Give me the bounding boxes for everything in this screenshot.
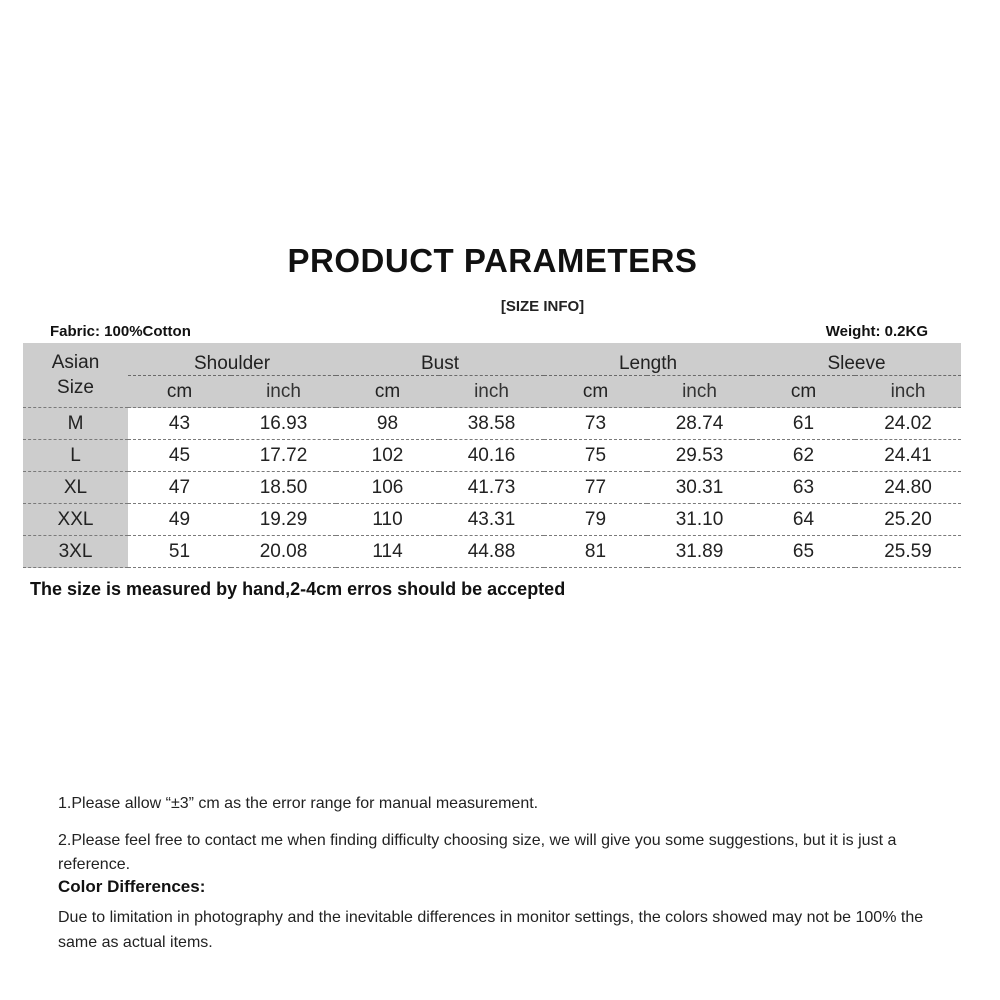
table-cell: 61 <box>752 408 855 440</box>
size-cell: XL <box>23 472 128 504</box>
table-cell: 24.80 <box>855 472 961 504</box>
table-cell: 20.08 <box>231 536 336 568</box>
table-cell: 43.31 <box>439 504 544 536</box>
unit-header: cm <box>128 376 231 408</box>
tip-error-range: 1.Please allow “±3” cm as the error range for manual measurement. <box>58 795 539 812</box>
group-header-bust: Bust <box>336 343 544 376</box>
table-cell: 31.89 <box>647 536 752 568</box>
table-cell: 24.02 <box>855 408 961 440</box>
asian-size-line2: Size <box>57 377 94 398</box>
table-row <box>23 408 961 440</box>
size-cell: L <box>23 440 128 472</box>
table-cell: 75 <box>544 440 647 472</box>
unit-header: inch <box>855 376 961 408</box>
table-cell: 45 <box>128 440 231 472</box>
asian-size-header <box>23 343 128 408</box>
table-cell: 41.73 <box>439 472 544 504</box>
unit-header: inch <box>647 376 752 408</box>
table-cell: 30.31 <box>647 472 752 504</box>
color-differences-text: Due to limitation in photography and the inevitable differences in monitor settings, the colors showed may not be 100% the same as actual items. <box>58 909 924 951</box>
table-row <box>23 472 961 504</box>
table-cell: 19.29 <box>231 504 336 536</box>
table-cell: 17.72 <box>231 440 336 472</box>
unit-header: inch <box>439 376 544 408</box>
table-cell: 98 <box>336 408 439 440</box>
table-row <box>23 536 961 568</box>
table-cell: 110 <box>336 504 439 536</box>
size-chart-table <box>23 343 961 568</box>
group-header-sleeve: Sleeve <box>752 343 961 376</box>
weight-label: Weight: 0.2KG <box>825 323 928 340</box>
table-cell: 28.74 <box>647 408 752 440</box>
table-cell: 62 <box>752 440 855 472</box>
table-cell: 63 <box>752 472 855 504</box>
unit-header: cm <box>544 376 647 408</box>
table-cell: 49 <box>128 504 231 536</box>
unit-header: cm <box>336 376 439 408</box>
unit-header: cm <box>752 376 855 408</box>
table-row <box>23 504 961 536</box>
table-cell: 102 <box>336 440 439 472</box>
table-cell: 43 <box>128 408 231 440</box>
color-differences-heading: Color Differences: <box>58 877 206 896</box>
table-cell: 47 <box>128 472 231 504</box>
group-header-shoulder: Shoulder <box>128 343 336 376</box>
table-cell: 40.16 <box>439 440 544 472</box>
table-cell: 29.53 <box>647 440 752 472</box>
table-cell: 16.93 <box>231 408 336 440</box>
table-row <box>23 440 961 472</box>
page-title: PRODUCT PARAMETERS <box>287 242 698 279</box>
table-cell: 79 <box>544 504 647 536</box>
table-cell: 81 <box>544 536 647 568</box>
table-header-groups <box>23 343 961 376</box>
table-cell: 64 <box>752 504 855 536</box>
fabric-label: Fabric: 100%Cotton <box>50 323 191 340</box>
table-cell: 25.20 <box>855 504 961 536</box>
table-cell: 65 <box>752 536 855 568</box>
table-cell: 44.88 <box>439 536 544 568</box>
size-cell: M <box>23 408 128 440</box>
table-header-units <box>23 376 961 408</box>
table-cell: 106 <box>336 472 439 504</box>
unit-header: inch <box>231 376 336 408</box>
size-info-subtitle: [SIZE INFO] <box>500 298 585 315</box>
measurement-note: The size is measured by hand,2-4cm erros should be accepted <box>30 579 566 599</box>
group-header-length: Length <box>544 343 752 376</box>
size-cell: XXL <box>23 504 128 536</box>
table-cell: 77 <box>544 472 647 504</box>
table-cell: 18.50 <box>231 472 336 504</box>
table-cell: 114 <box>336 536 439 568</box>
table-cell: 25.59 <box>855 536 961 568</box>
asian-size-line1: Asian <box>51 352 100 373</box>
table-cell: 73 <box>544 408 647 440</box>
table-cell: 24.41 <box>855 440 961 472</box>
size-cell: 3XL <box>23 536 128 568</box>
table-cell: 31.10 <box>647 504 752 536</box>
tip-contact: 2.Please feel free to contact me when finding difficulty choosing size, we will give you some suggestions, but it is just a reference. <box>58 832 897 873</box>
table-cell: 38.58 <box>439 408 544 440</box>
table-cell: 51 <box>128 536 231 568</box>
